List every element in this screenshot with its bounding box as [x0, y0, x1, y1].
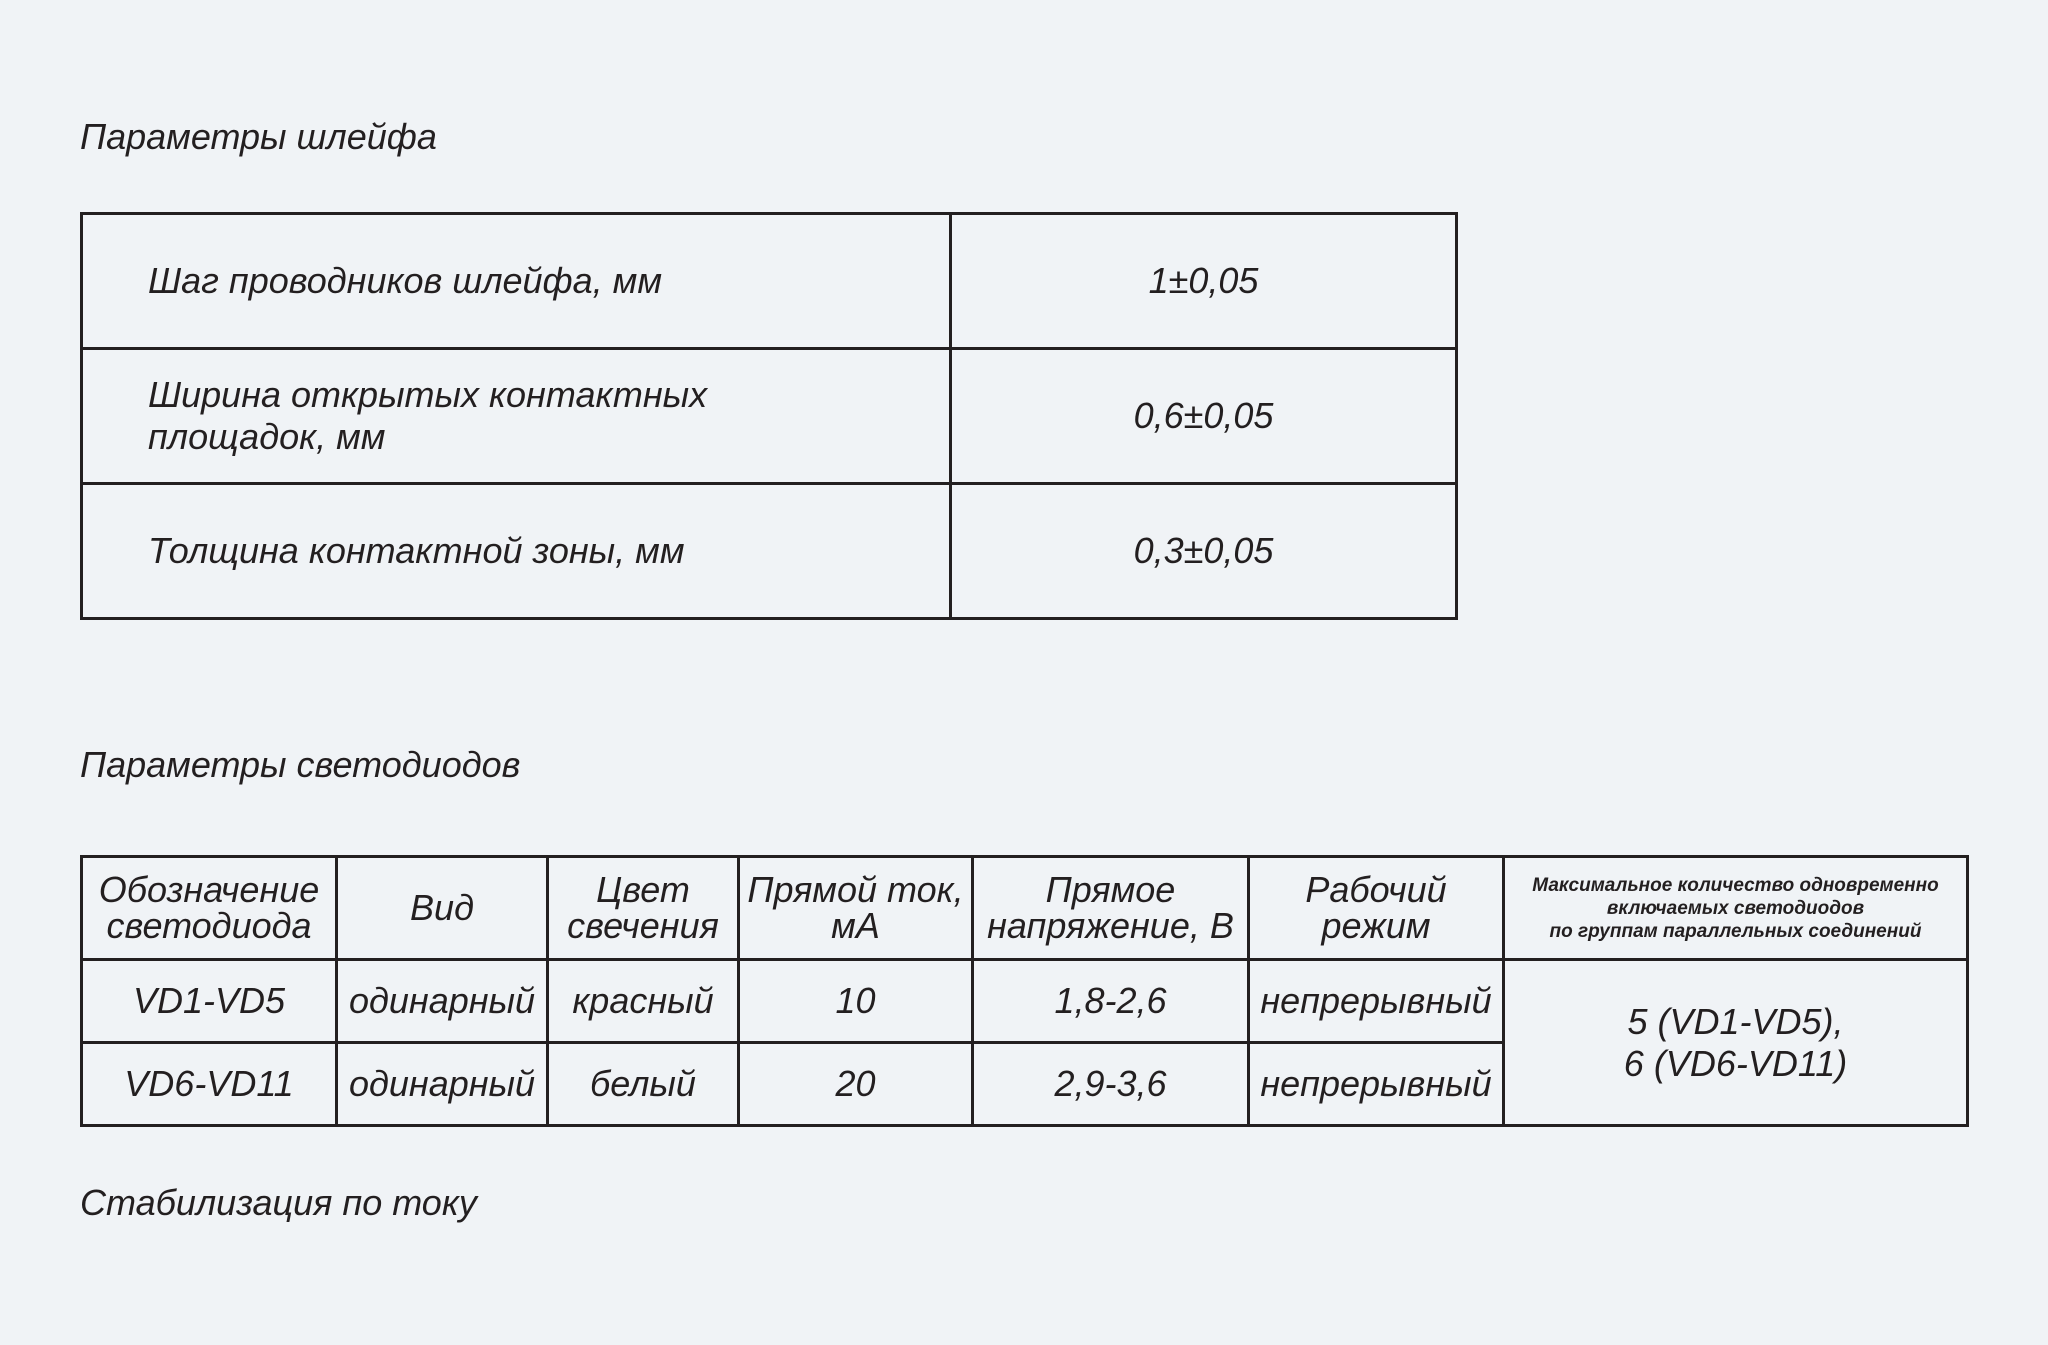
param-value: 0,6±0,05	[1133, 395, 1274, 436]
cell-voltage: 2,9-3,6	[973, 1043, 1249, 1126]
cell-color: белый	[548, 1043, 739, 1126]
table-header-row	[82, 857, 1968, 960]
param-value-cell	[951, 349, 1457, 484]
param-name-line-2: площадок, мм	[148, 416, 386, 457]
cell-max-count	[1504, 960, 1968, 1126]
max-count-line: 6 (VD6-VD11)	[1623, 1042, 1848, 1084]
stabilization-note: Стабилизация по току	[80, 1182, 477, 1223]
max-count-line: 5 (VD1-VD5),	[1627, 1000, 1844, 1042]
header-line: Цвет	[596, 869, 690, 910]
table-row	[82, 960, 1968, 1043]
header-mode	[1249, 857, 1504, 960]
param-name-cell	[82, 214, 951, 349]
param-value-cell	[951, 484, 1457, 619]
header-type	[337, 857, 548, 960]
param-name-line-1: Ширина открытых контактных	[148, 374, 708, 415]
header-line: мА	[831, 905, 880, 946]
param-name-cell	[82, 484, 951, 619]
param-name: Шаг проводников шлейфа, мм	[148, 260, 663, 301]
header-line: Обозначение	[98, 869, 320, 910]
cell-type: одинарный	[337, 1043, 548, 1126]
cell-color: красный	[548, 960, 739, 1043]
cell-current: 10	[739, 960, 973, 1043]
param-name: Толщина контактной зоны, мм	[148, 530, 685, 571]
cell-type: одинарный	[337, 960, 548, 1043]
header-line: Прямой ток,	[747, 869, 964, 910]
header-line: режим	[1321, 905, 1431, 946]
param-name-cell	[82, 349, 951, 484]
cell-designation: VD1-VD5	[82, 960, 337, 1043]
header-line: Вид	[410, 887, 474, 928]
header-max-count	[1504, 857, 1968, 960]
param-value: 0,3±0,05	[1133, 530, 1274, 571]
cell-current: 20	[739, 1043, 973, 1126]
cell-mode: непрерывный	[1249, 1043, 1504, 1126]
header-line: свечения	[567, 905, 719, 946]
table-row	[82, 214, 1457, 349]
loop-parameters-table	[80, 212, 1458, 620]
cell-designation: VD6-VD11	[82, 1043, 337, 1126]
header-color	[548, 857, 739, 960]
header-line: светодиода	[106, 905, 312, 946]
header-voltage	[973, 857, 1249, 960]
led-parameters-heading: Параметры светодиодов	[80, 744, 521, 785]
cell-voltage: 1,8-2,6	[973, 960, 1249, 1043]
cell-mode: непрерывный	[1249, 960, 1504, 1043]
param-value-cell	[951, 214, 1457, 349]
table-row	[82, 484, 1457, 619]
header-line: Прямое	[1045, 869, 1176, 910]
header-line: по группам параллельных соединений	[1549, 920, 1922, 942]
table-row	[82, 349, 1457, 484]
header-line: Максимальное количество одновременно	[1532, 874, 1939, 896]
header-current	[739, 857, 973, 960]
header-line: напряжение, В	[987, 905, 1234, 946]
loop-parameters-heading: Параметры шлейфа	[80, 116, 437, 157]
param-value: 1±0,05	[1148, 260, 1259, 301]
led-parameters-table	[80, 855, 1969, 1127]
header-line: включаемых светодиодов	[1606, 897, 1865, 919]
header-designation	[82, 857, 337, 960]
header-line: Рабочий	[1305, 869, 1447, 910]
